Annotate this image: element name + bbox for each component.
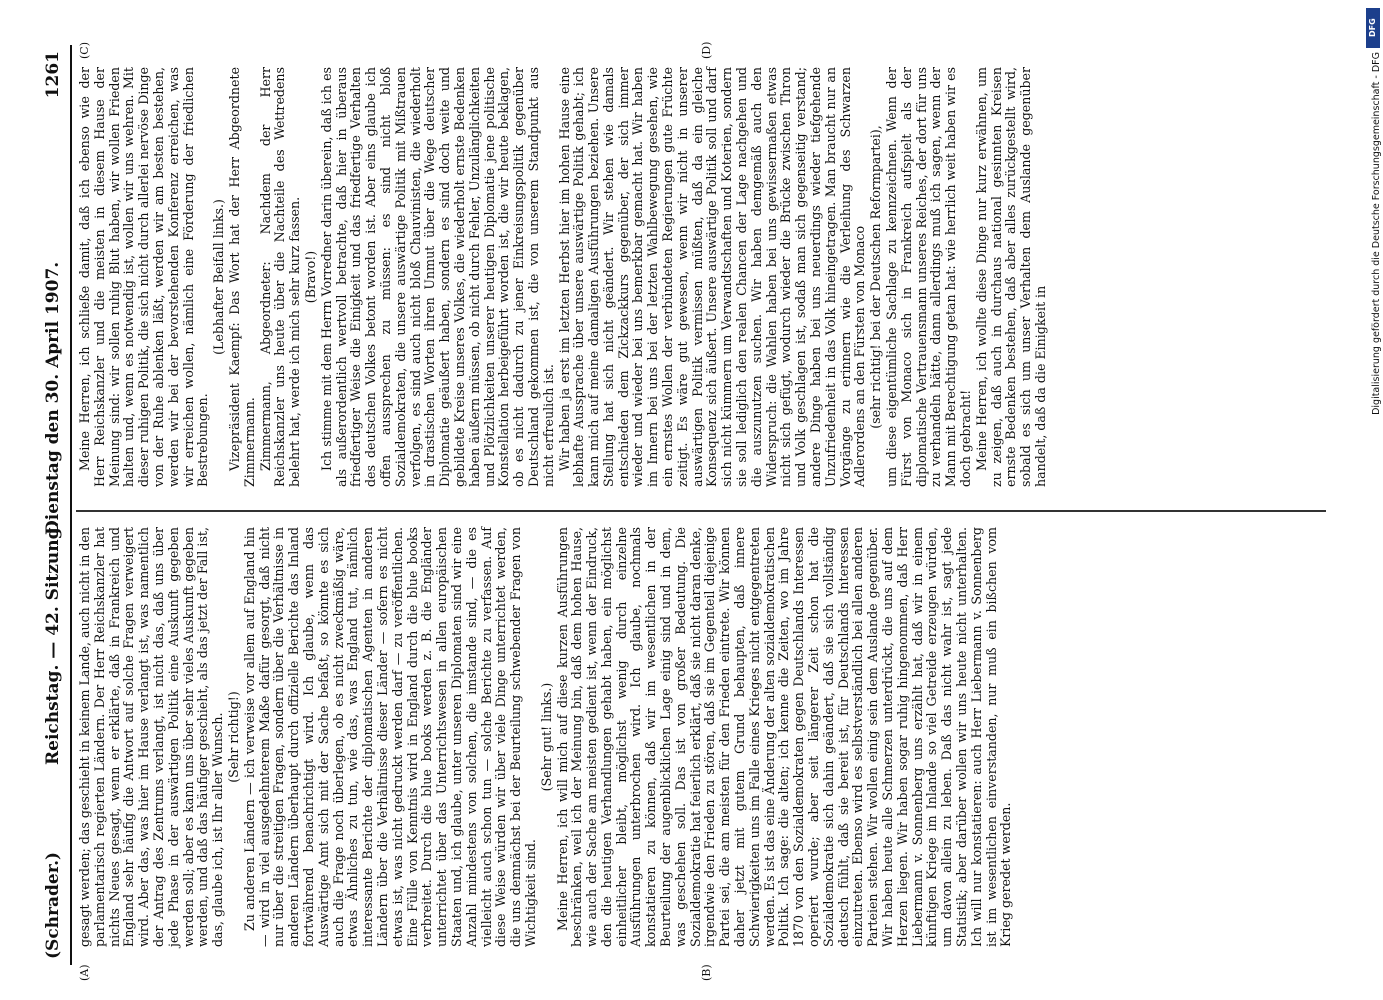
left-column bbox=[78, 527, 1015, 947]
paragraph: Wir haben ja erst im letzten Herbst hier im hohen Hause eine lebhafte Aussprache über unsere auswärtige Politik gehabt; ich kann mich auf meine damaligen Ausführungen beziehen. Unsere Stellung hat sich nicht geändert. Wir stehen wie damals entschieden dem Zickzackkurs gegenüber, der sich immer wieder und wieder bei uns bemerkbar gemacht hat. Wir haben im Innern bei uns bei der letzten Wahlbewegung gesehen, wie ein ernstes Wollen der verbündeten Regierungen gute Früchte zeitigt. Es wäre gut gewesen, wenn wir nicht in unserer auswärtigen Politik vermissen müßten, daß da ein gleiche Konsequenz sich äußert. Unsere auswärtige Politik soll und darf sich nicht kümmern um Verwandtschaften und Koterien, sondern sie soll lediglich den realen Chancen der Lage nachgehen und die auszunutzen suchen. Wir haben demgemäß auch den Widerspruch: die Wahlen haben bei uns gewissermaßen etwas nicht sich gefügt, wodurch wieder die Brücke zwischen Thron und Volk geschlagen ist, sodaß man sich gegenseitig verstand; andere Dinge haben bei uns neuerdings wieder tiefgehende Unzufriedenheit in das Volk hineingetragen. Man braucht nur an Vorgänge zu erinnern wie die Verleihung des Schwarzen Adlerordens an den Fürsten von Monaco bbox=[556, 67, 868, 487]
speaker-intro: Vizepräsident Kaempf: Das Wort hat der Herr Abgeordnete Zimmermann. bbox=[226, 67, 257, 487]
paragraph: gesagt werden; das geschieht in keinem Lande, auch nicht in den parlamentarisch regierten Ländern. Der Herr Reichskanzler hat nichts Neues gesagt, wenn er erklärte, daß in Frankreich und England sehr häufig die Antwort auf solche Fragen verweigert wird. Aber das, was hier im Hause verlangt ist, was namentlich der Antrag des Zentrums verlangt, ist nicht das, daß uns über jede Phase in der auswärtigen Politik eine Auskunft gegeben werden soll; aber es kann uns über sehr vieles Auskunft gegeben werden, und daß das häufiger geschieht, als das jetzt der Fall ist, das, glaube ich, ist Ihr aller Wunsch. bbox=[77, 527, 226, 947]
page-number: 1261 bbox=[43, 51, 63, 99]
paragraph: Meine Herren, ich wollte diese Dinge nur kurz erwähnen, um zu zeigen, daß auch in durchaus national gesinnten Kreisen ernste Bedenken bestehen, daß aber alles zurückgestellt wird, sobald es sich um unser Verhalten dem Auslande gegenüber handelt, daß da die Einigkeit in bbox=[973, 67, 1048, 487]
interjection: (Lebhafter Beifall links.) bbox=[211, 199, 227, 355]
paragraph: Zu anderen Ländern — ich verweise vor allem auf England hin — wird in viel ausgedehnterem Maße dafür gesorgt, daß nicht nur über die streitigen Fragen, sondern über die Verhältnisse in anderen Ländern überhaupt durch offizielle Berichte das Inland fortwährend benachrichtigt wird. Ich glaube, wenn das Auswärtige Amt sich mit der Sache befaßt, so könnte es sich auch die Frage noch überlegen, ob es nicht zweckmäßig wäre, etwas Ähnliches zu tun, wie das, was England tut, nämlich interessante Berichte der diplomatischen Agenten in anderen Ländern über die Verhältnisse dieser Länder — sofern es nicht etwas ist, was nicht gedruckt werden darf — zu veröffentlichen. Eine Fülle von Kenntnis wird in England durch die blue books verbreitet. Durch die blue books werden z. B. die Engländer unterrichtet über das Unterrichtswesen in allen europäischen Staaten und, ich glaube, unter unseren Diplomaten sind wir eine Anzahl mindestens von solchen, die imstande sind, — die es vielleicht auch schon tun — solche Berichte zu verfassen. Auf diese Weise würden wir über viele Dinge unterrichtet werden, die uns demnächst bei der Beurteilung schwebender Fragen von Wichtigkeit sind. bbox=[241, 527, 538, 947]
interjection: (Sehr gut! links.) bbox=[538, 682, 554, 792]
interjection: (Bravo!) bbox=[302, 250, 318, 304]
column-divider bbox=[76, 510, 1326, 512]
margin-marker-a: (A) bbox=[78, 964, 91, 981]
header-speaker: (Schrader.) bbox=[43, 851, 63, 959]
header-date: Dienstag den 30. April 1907. bbox=[43, 261, 63, 535]
paragraph: Meine Herren, ich schließe damit, daß ich ebenso wie der Herr Reichskanzler und die meisten in diesem Hause der Meinung sind: wir sollen ruhig Blut haben, wir wollen Frieden halten und, wenn es notwendig ist, wollen wir uns wehren. Mit dieser ruhigen Politik, die sich nicht durch allerlei nervöse Dinge von der Ruhe ablenken läßt, werden wir am besten bestehen, werden wir bei der bevorstehenden Konferenz erreichen, was wir erreichen wollen, nämlich eine Förderung der friedlichen Bestrebungen. bbox=[77, 67, 211, 487]
paragraph: Meine Herren, ich will mich auf diese kurzen Ausführungen beschränken, weil ich der Meinung bin, daß dem hohen Hause, wie auch der Sache am meisten gedient ist, wenn der Eindruck, den die heutigen Verhandlungen gehabt haben, ein möglichst einheitlicher bleibt, möglichst wenig durch einzelne Ausführungen unterbrochen wird. Ich glaube, nochmals konstatieren zu können, daß wir im wesentlichen in der Beurteilung der augenblicklichen Lage einig sind und in dem, was geschehen soll. Das ist von großer Bedeutung. Die Sozialdemokratie hat feierlich erklärt, daß sie nicht daran denke, irgendwie den Frieden zu stören, daß sie im Gegenteil diejenige Partei sei, die am meisten für den Frieden eintrete. Wir können daher jetzt mit gutem Grund behaupten, daß innere Schwierigkeiten uns im Falle eines Krieges nicht entgegentreten werden. Es ist das eine Änderung der alten sozialdemokratischen Politik. Ich sage: die alten; ich kenne die Zeiten, wo im Jahre 1870 von den Sozialdemokraten gegen Deutschlands Interessen operiert wurde; aber seit längerer Zeit schon hat die Sozialdemokratie sich dahin geändert, daß sie sich vollständig deutsch fühlt, daß sie bereit ist, für Deutschlands Interessen einzutreten. Ebenso wird es selbstverständlich bei allen anderen Parteien stehen. Wir wollen einig sein dem Auslande gegenüber. Wir haben heute alle Schmerzen unterdrückt, die uns auf dem Herzen liegen. Wir haben sogar ruhig hingenommen, daß Herr Liebermann v. Sonnenberg uns erzählt hat, daß wir in einem künftigen Kriege im Inlande so viel Getreide erzeugen würden, um davon allein zu leben. Daß das nicht wahr ist, sagt jede Statistik; aber darüber wollen wir uns heute nicht unterhalten. Ich will nur konstatieren: auch Herr Liebermann v. Sonnenberg ist im wesentlichen einverstanden, nur muß ein bißchen vom Krieg geredet werden. bbox=[554, 527, 1014, 947]
digitization-credit: Digitalisierung gefördert durch die Deutsche Forschungsgemeinschaft - DFG bbox=[1371, 52, 1382, 415]
paragraph: Ich stimme mit dem Herrn Vorredner darin überein, daß ich es als außerordentlich wertvoll betrachte, daß hier in überaus friedfertiger Weise die Einigkeit und das friedfertige Verhalten des deutschen Volkes betont worden ist. Aber eins glaube ich offen aussprechen zu müssen: es sind nicht bloß Sozialdemokraten, die unsere auswärtige Politik mit Mißtrauen verfolgen, es sind auch nicht bloß Chauvinisten, die wiederholt in drastischen Worten ihren Unmut über die Wege deutscher Diplomatie geäußert haben, sondern es sind doch weite und gebildete Kreise unseres Volkes, die wiederholt ernste Bedenken haben äußern müssen, ob nicht durch Fehler, Unzulänglichkeiten und Plötzlichkeiten unserer heutigen Diplomatie jene politische Konstellation herbeigeführt worden ist, die wir heute beklagen, ob es nicht dadurch zu jener Einkreisungspolitik gegenüber Deutschland gekommen ist, die von unserem Standpunkt aus nicht erfreulich ist. bbox=[318, 67, 556, 487]
right-column bbox=[78, 67, 1050, 487]
page-header bbox=[40, 45, 72, 965]
header-session: Reichstag. — 42. Sitzung. bbox=[43, 521, 63, 765]
speaker-paragraph: Zimmermann, Abgeordneter: Nachdem der Herr Reichskanzler uns heute über die Nachteile des Wettredens belehrt hat, werde ich mich sehr kurz fassen. bbox=[257, 67, 303, 487]
margin-marker-b: (B) bbox=[700, 964, 713, 981]
margin-marker-c: (C) bbox=[78, 42, 91, 59]
paragraph: um diese eigentümliche Sachlage zu kennzeichnen. Wenn der Fürst von Monaco sich in Frankreich aufspielt als der diplomatische Vertrauensmann unseres Reiches, der dort für uns zu verhandeln hätte, dann allerdings muß ich sagen, wenn der Mann mit Berechtigung getan hat: wie herrlich weit haben wir es doch gebracht! bbox=[884, 67, 974, 487]
interjection: (sehr richtig! bei der Deutschen Reformpartei), bbox=[868, 125, 884, 429]
margin-marker-d: (D) bbox=[700, 41, 713, 59]
dfg-logo: DFG bbox=[1366, 8, 1380, 48]
rotated-page-frame bbox=[40, 41, 1330, 981]
interjection: (Sehr richtig!) bbox=[225, 691, 241, 783]
